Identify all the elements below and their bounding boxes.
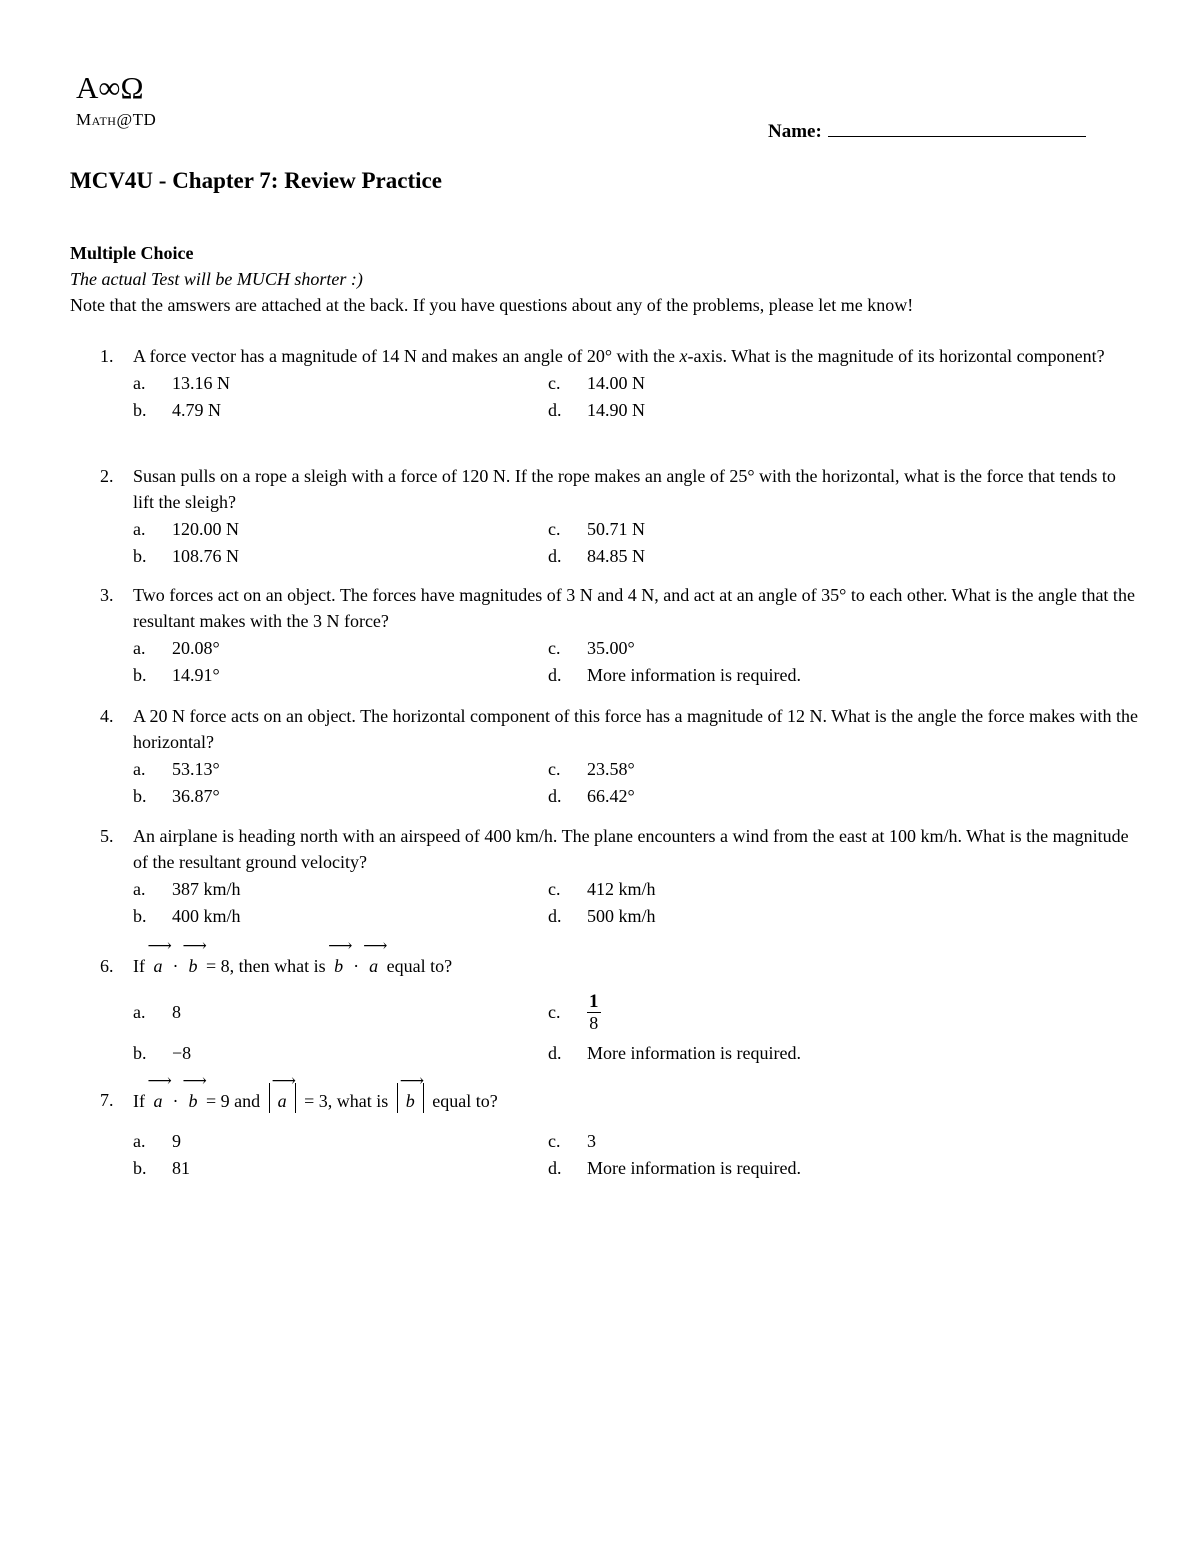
magnitude-b: ⟶ b [397, 1083, 424, 1113]
choices [133, 515, 1140, 569]
question-number: 3. [100, 585, 114, 605]
question-text: Two forces act on an object. The forces have magnitudes of 3 N and 4 N, and act at an angle of 35° to each other. What is the angle that the resultant makes with the 3 N force? [133, 585, 1135, 631]
intro-subtitle: The actual Test will be MUCH shorter :) [70, 269, 363, 289]
vector-b: ⟶ b [189, 953, 198, 979]
logo-symbols: A∞Ω [76, 70, 144, 105]
question-number: 7. [100, 1090, 114, 1110]
question-text: A 20 N force acts on an object. The horizontal component of this force has a magnitude of 12 N. What is the angle the force makes with the horizontal? [133, 706, 1139, 752]
choice-c: c. 412 km/h [548, 878, 656, 899]
choice-d: d. 66.42° [548, 785, 635, 806]
question-7 [70, 1083, 1140, 1181]
choice-c: c. 23.58° [548, 758, 635, 779]
magnitude-a: ⟶ a [269, 1083, 296, 1113]
question-number: 4. [100, 706, 114, 726]
name-blank-line[interactable] [828, 120, 1086, 137]
choice-b: b. −8 [133, 1042, 192, 1063]
choice-b: b. 14.91° [133, 664, 220, 685]
logo-text: Math@TD [76, 110, 157, 129]
choice-a: a. 53.13° [133, 758, 220, 779]
choice-b: b. 108.76 N [133, 545, 239, 566]
choice-c: c. 35.00° [548, 637, 635, 658]
choice-a: a. 387 km/h [133, 878, 241, 899]
question-text: If ⟶ a ·⟶ b = 8, then what is ⟶ b ·⟶ a equal to? [133, 953, 1140, 979]
intro-section [70, 240, 1140, 318]
question-6 [70, 953, 1140, 1066]
choice-c: c. 14.00 N [548, 372, 645, 393]
choice-d: d. 84.85 N [548, 545, 645, 566]
choice-d: d. 14.90 N [548, 399, 645, 420]
question-number: 5. [100, 826, 114, 846]
vector-b: ⟶ b [334, 953, 343, 979]
question-5 [70, 823, 1140, 929]
name-label: Name: [768, 121, 822, 142]
vector-b: ⟶ b [189, 1088, 198, 1114]
choice-d: d. 500 km/h [548, 905, 656, 926]
logo [76, 70, 156, 130]
question-text: A force vector has a magnitude of 14 N and makes an angle of 20° with the x-axis. What is the magnitude of its horizontal component? [133, 346, 1105, 366]
question-number: 1. [100, 346, 114, 366]
question-3 [70, 582, 1140, 688]
question-number: 2. [100, 466, 114, 486]
question-1 [70, 343, 1140, 423]
choices [133, 985, 1140, 1066]
question-text: If ⟶ a ·⟶ b = 9 and ⟶ a = 3, what is ⟶ b equal to? [133, 1083, 1140, 1123]
choice-c: c. $\frac{1}{8}$ [548, 990, 599, 1033]
choice-c: c. 50.71 N [548, 518, 645, 539]
question-text: An airplane is heading north with an airspeed of 400 km/h. The plane encounters a wind from the east at 100 km/h. What is the magnitude of the resultant ground velocity? [133, 826, 1129, 872]
choice-d: d. More information is required. [548, 664, 801, 685]
choice-b: b. 81 [133, 1157, 190, 1178]
question-2 [70, 463, 1140, 569]
vector-a: ⟶ a [369, 953, 378, 979]
vector-a: ⟶ a [154, 953, 163, 979]
choice-a: a. 9 [133, 1130, 181, 1151]
choices [133, 755, 1140, 809]
choices [133, 875, 1140, 929]
choice-a: a. 8 [133, 1002, 181, 1022]
intro-note: Note that the amswers are attached at the back. If you have questions about any of the problems, please let me know! [70, 295, 914, 315]
choice-d: d. More information is required. [548, 1042, 801, 1063]
choices [133, 1127, 1140, 1181]
question-4 [70, 703, 1140, 809]
question-number: 6. [100, 956, 114, 976]
page-title: MCV4U - Chapter 7: Review Practice [70, 168, 442, 193]
choice-d: d. More information is required. [548, 1157, 801, 1178]
choices [133, 369, 1140, 423]
choice-b: b. 400 km/h [133, 905, 241, 926]
vector-a: ⟶ a [154, 1088, 163, 1114]
choice-c: c. 3 [548, 1130, 596, 1151]
choice-a: a. 120.00 N [133, 518, 239, 539]
choice-a: a. 20.08° [133, 637, 220, 658]
choices [133, 634, 1140, 688]
section-heading: Multiple Choice [70, 243, 194, 263]
choice-b: b. 36.87° [133, 785, 220, 806]
choice-a: a. 13.16 N [133, 372, 230, 393]
name-field [768, 120, 1086, 143]
fraction-one-eighth: $\frac{1}{8}$ [589, 990, 599, 1033]
question-text: Susan pulls on a rope a sleigh with a force of 120 N. If the rope makes an angle of 25° with the horizontal, what is the force that tends to lift the sleigh? [133, 466, 1116, 512]
choice-b: b. 4.79 N [133, 399, 221, 420]
